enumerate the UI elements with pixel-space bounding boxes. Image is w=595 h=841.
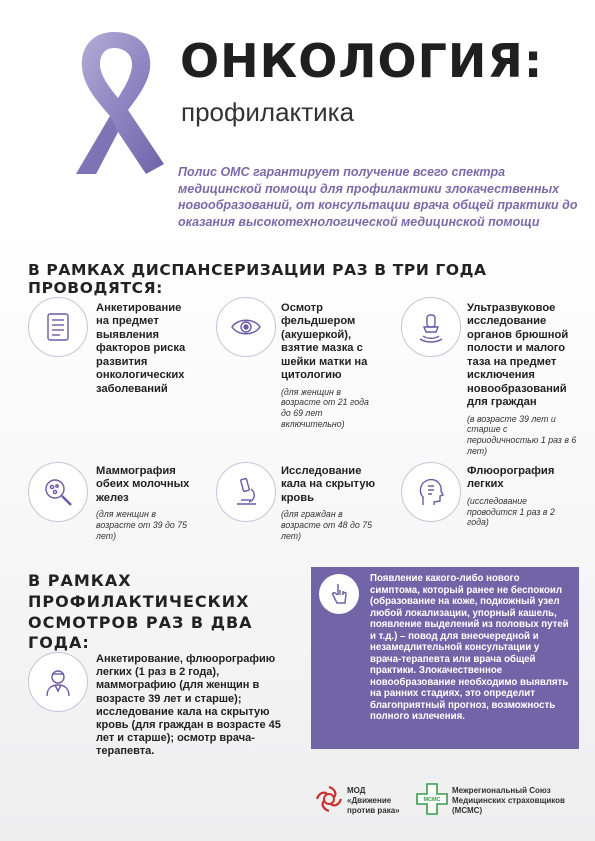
dispensary-item-ultrasound bbox=[467, 302, 577, 456]
item-note: (для граждан в возрасте от 48 до 75 лет) bbox=[281, 509, 373, 541]
item-label: Осмотр фельдшером (акушеркой), взятие мазка с шейки матки на цитологию bbox=[281, 302, 368, 382]
item-label: Маммография обеих молочных желез bbox=[96, 465, 190, 504]
item-note: (для женщин в возрасте от 21 года до 69 лет включительно) bbox=[281, 386, 369, 429]
item-label: Ультразвуковое исследование органов брюшной полости и малого таза на предмет исключения новообразований для граждан bbox=[467, 302, 569, 409]
msms-logo-text: МСМС bbox=[423, 797, 441, 803]
movement-against-cancer-logo bbox=[315, 785, 343, 813]
item-label: Флюорография легких bbox=[467, 465, 555, 491]
magnifier-icon bbox=[28, 462, 88, 522]
awareness-ribbon-icon bbox=[52, 28, 172, 178]
item-note: (в возрасте 39 лет и старше с периодичностью 1 раз в 6 лет) bbox=[467, 413, 577, 456]
dispensary-item-mammography bbox=[96, 465, 191, 541]
doctor-icon bbox=[28, 652, 88, 712]
eye-icon bbox=[216, 297, 276, 357]
attention-hand-icon bbox=[319, 574, 359, 614]
dispensary-item-fluorography bbox=[467, 465, 577, 528]
warning-text: Появление какого-либо нового симптома, который ранее не беспокоил (образование на коже, подкожный узел любой локализации, упорный кашель, появление выделений из половых путей и т.д.) – повод для внеочередной и незамедлительной консультации у врача-терапевта или врача общей практики. Злокачественное новообразование необходимо выявлять на ранних стадиях, это определит благоприятный прогноз, возможность полного излечения. bbox=[370, 573, 569, 723]
dispensary-item-questionnaire bbox=[96, 302, 191, 396]
page-title: ОНКОЛОГИЯ: bbox=[180, 34, 544, 88]
dispensary-item-occult-blood bbox=[281, 465, 376, 541]
item-label: Анкетирование на предмет выявления факторов риска развития онкологических заболеваний bbox=[96, 302, 186, 395]
footer-org1: МОД «Движение против рака» bbox=[347, 786, 400, 815]
footer-org2: Межрегиональный Союз Медицинских страховщиков (МСМС) bbox=[452, 786, 565, 815]
intro-text: Полис ОМС гарантирует получение всего спектра медицинской помощи для профилактики злокачественных новообразований, от консультации врача общей практики до оказания высокотехнологической медицинской помощи bbox=[178, 165, 578, 229]
dispensary-heading: В РАМКАХ ДИСПАНСЕРИЗАЦИИ РАЗ В ТРИ ГОДА ПРОВОДЯТСЯ: bbox=[28, 261, 487, 297]
item-label: Исследование кала на скрытую кровь bbox=[281, 465, 376, 504]
ultrasound-icon bbox=[401, 297, 461, 357]
item-note: (для женщин в возрасте от 39 до 75 лет) bbox=[96, 509, 188, 541]
microscope-icon bbox=[216, 462, 276, 522]
page-subtitle: профилактика bbox=[181, 97, 355, 127]
xray-head-icon bbox=[401, 462, 461, 522]
questionnaire-icon bbox=[28, 297, 88, 357]
checkups-heading: В РАМКАХ ПРОФИЛАКТИЧЕСКИХ ОСМОТРОВ РАЗ В ДВА ГОДА: bbox=[28, 571, 253, 653]
dispensary-item-smear bbox=[281, 302, 376, 430]
item-note: (исследование проводится 1 раз в 2 года) bbox=[467, 495, 555, 528]
checkups-text: Анкетирование, флюорографию легких (1 раз в 2 года), маммографию (для женщин в возрасте 39 лет и старше); исследование кала на скрытую кровь (для граждан в возрасте 45 лет и старше); осмотр врача-терапевта. bbox=[96, 653, 281, 758]
